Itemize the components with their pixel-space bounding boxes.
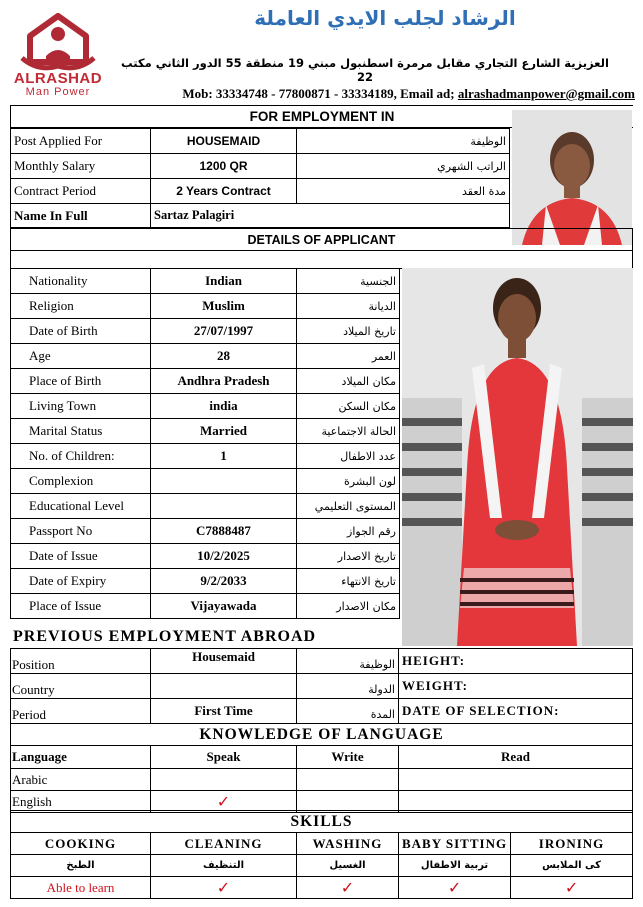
marital-value: Married <box>151 419 297 444</box>
contact-phones: Mob: 33334748 - 77800871 - 33334189, Email ad; <box>182 86 458 101</box>
expiry-label: Date of Expiry <box>11 569 151 594</box>
applicant-portrait-photo <box>512 110 632 245</box>
children-label-ar: عدد الاطفال <box>297 444 400 469</box>
children-value: 1 <box>151 444 297 469</box>
living-town-label: Living Town <box>11 394 151 419</box>
contract-label-ar: مدة العقد <box>297 179 510 204</box>
applicant-full-photo <box>402 268 633 646</box>
language-english-label: English <box>11 791 151 813</box>
expiry-value: 9/2/2033 <box>151 569 297 594</box>
portrait-photo-illustration <box>512 110 632 245</box>
agency-title-arabic: الرشاد لجلب الايدي العاملة <box>254 6 516 30</box>
prev-position-label: Position <box>11 649 151 674</box>
language-col-write: Write <box>297 746 399 769</box>
skill-babysitting-check-icon: ✓ <box>399 877 511 899</box>
age-label-ar: العمر <box>297 344 400 369</box>
salary-label: Monthly Salary <box>11 154 151 179</box>
language-table <box>10 723 633 813</box>
religion-value: Muslim <box>151 294 297 319</box>
logo-name: ALRASHAD <box>13 70 103 87</box>
pob-value: Andhra Pradesh <box>151 369 297 394</box>
skills-table <box>10 810 633 899</box>
logo-subtitle: Man Power <box>25 86 91 98</box>
expiry-label-ar: تاريخ الانتهاء <box>297 569 400 594</box>
post-label-ar: الوظيفة <box>297 129 510 154</box>
contact-line <box>120 86 635 102</box>
post-value: HOUSEMAID <box>151 129 297 154</box>
skill-ironing-check-icon: ✓ <box>511 877 633 899</box>
prev-country-label: Country <box>11 674 151 699</box>
education-label-ar: المستوى التعليمي <box>297 494 400 519</box>
passport-value: C7888487 <box>151 519 297 544</box>
english-speak-check-icon: ✓ <box>151 791 297 813</box>
issue-place-value: Vijayawada <box>151 594 297 619</box>
arabic-write-cell <box>297 769 399 791</box>
employment-heading: FOR EMPLOYMENT IN <box>11 106 634 128</box>
agency-address-arabic: العزيزية الشارع التجاري مقابل مرمرة اسطنبول مبني 19 منطقة 55 الدور الثاني مكتب 22 <box>121 56 609 84</box>
complexion-value <box>151 469 297 494</box>
skill-washing-check-icon: ✓ <box>297 877 399 899</box>
name-label: Name In Full <box>11 204 151 228</box>
employment-rows <box>10 128 510 228</box>
skill-cooking-value: Able to learn <box>11 877 151 899</box>
pob-label: Place of Birth <box>11 369 151 394</box>
language-arabic-label: Arabic <box>11 769 151 791</box>
prev-country-value <box>151 674 297 699</box>
language-col-language: Language <box>11 746 151 769</box>
details-heading: DETAILS OF APPLICANT <box>11 229 633 251</box>
arabic-speak-cell <box>151 769 297 791</box>
contract-value: 2 Years Contract <box>151 179 297 204</box>
weight-label: WEIGHT: <box>399 674 633 699</box>
skill-washing-label-ar: الغسيل <box>297 855 399 877</box>
skill-ironing-label-ar: كى الملابس <box>511 855 633 877</box>
education-label: Educational Level <box>11 494 151 519</box>
prev-position-label-ar: الوظيفة <box>297 649 399 674</box>
skill-cooking-label: COOKING <box>11 833 151 855</box>
language-heading: KNOWLEDGE OF LANGUAGE <box>11 724 633 746</box>
pob-label-ar: مكان الميلاد <box>297 369 400 394</box>
living-town-label-ar: مكان السكن <box>297 394 400 419</box>
prev-period-label-ar: المدة <box>297 699 399 724</box>
prev-period-label: Period <box>11 699 151 724</box>
dob-label: Date of Birth <box>11 319 151 344</box>
height-label: HEIGHT: <box>399 649 633 674</box>
passport-label-ar: رقم الجواز <box>297 519 400 544</box>
religion-label-ar: الديانة <box>297 294 400 319</box>
contact-email-link[interactable]: alrashadmanpower@gmail.com <box>457 86 635 101</box>
religion-label: Religion <box>11 294 151 319</box>
nationality-value: Indian <box>151 269 297 294</box>
nationality-label-ar: الجنسية <box>297 269 400 294</box>
children-label: No. of Children: <box>11 444 151 469</box>
skill-cleaning-label-ar: التنظيف <box>151 855 297 877</box>
language-col-speak: Speak <box>151 746 297 769</box>
nationality-label: Nationality <box>11 269 151 294</box>
applicant-details-table <box>10 268 400 619</box>
issue-place-label-ar: مكان الاصدار <box>297 594 400 619</box>
skill-cleaning-label: CLEANING <box>151 833 297 855</box>
complexion-label: Complexion <box>11 469 151 494</box>
details-spacer-row <box>11 251 633 269</box>
complexion-label-ar: لون البشرة <box>297 469 400 494</box>
marital-label-ar: الحالة الاجتماعية <box>297 419 400 444</box>
dob-value: 27/07/1997 <box>151 319 297 344</box>
skill-ironing-label: IRONING <box>511 833 633 855</box>
full-photo-illustration <box>402 268 633 646</box>
salary-label-ar: الراتب الشهري <box>297 154 510 179</box>
issue-date-label: Date of Issue <box>11 544 151 569</box>
prev-position-value: Housemaid <box>151 649 297 674</box>
skill-cooking-label-ar: الطبخ <box>11 855 151 877</box>
passport-label: Passport No <box>11 519 151 544</box>
living-town-value: india <box>151 394 297 419</box>
skill-babysitting-label-ar: تربية الاطفال <box>399 855 511 877</box>
previous-employment-table <box>10 648 633 724</box>
name-value: Sartaz Palagiri <box>151 204 510 228</box>
dob-label-ar: تاريخ الميلاد <box>297 319 400 344</box>
details-heading-table <box>10 228 633 269</box>
salary-value: 1200 QR <box>151 154 297 179</box>
previous-heading-table <box>10 626 402 648</box>
skill-cleaning-check-icon: ✓ <box>151 877 297 899</box>
age-label: Age <box>11 344 151 369</box>
language-col-read: Read <box>399 746 633 769</box>
skill-washing-label: WASHING <box>297 833 399 855</box>
prev-period-value: First Time <box>151 699 297 724</box>
age-value: 28 <box>151 344 297 369</box>
issue-date-value: 10/2/2025 <box>151 544 297 569</box>
post-label: Post Applied For <box>11 129 151 154</box>
issue-date-label-ar: تاريخ الاصدار <box>297 544 400 569</box>
arabic-read-cell <box>399 769 633 791</box>
marital-label: Marital Status <box>11 419 151 444</box>
education-value <box>151 494 297 519</box>
skill-babysitting-label: BABY SITTING <box>399 833 511 855</box>
issue-place-label: Place of Issue <box>11 594 151 619</box>
selection-date-label: DATE OF SELECTION: <box>399 699 633 724</box>
previous-heading: PREVIOUS EMPLOYMENT ABROAD <box>13 628 317 645</box>
prev-country-label-ar: الدولة <box>297 674 399 699</box>
contract-label: Contract Period <box>11 179 151 204</box>
skills-heading: SKILLS <box>11 811 633 833</box>
